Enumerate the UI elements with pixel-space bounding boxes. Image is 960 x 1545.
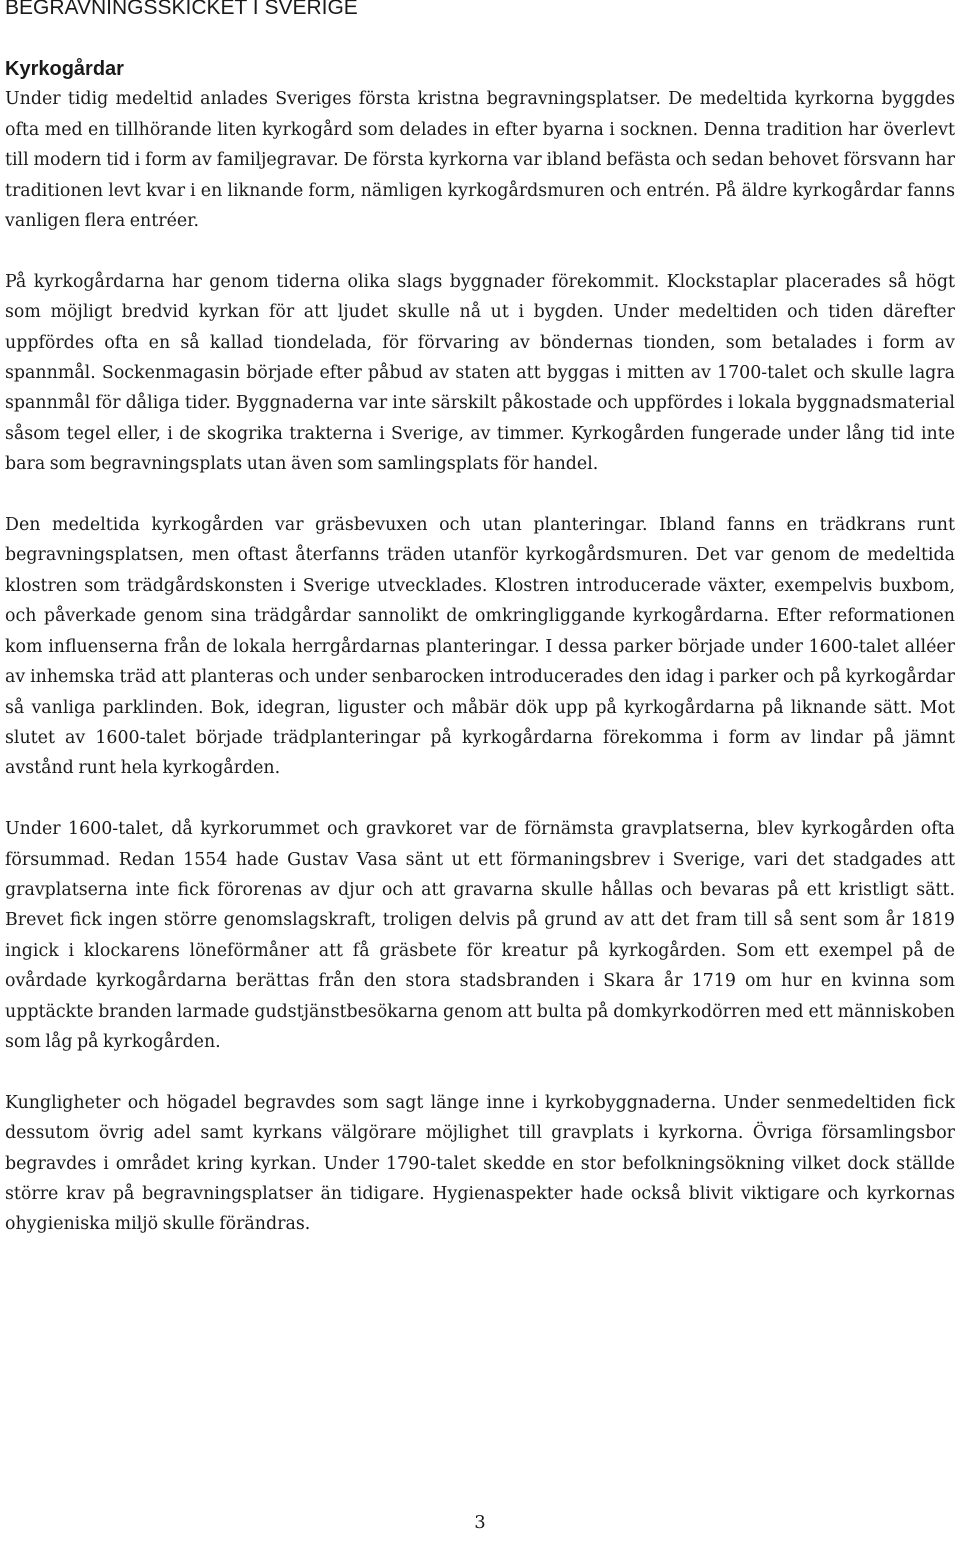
paragraph-5: Kungligheter och högadel begravdes som sagt länge inne i kyrkobyggnaderna. Under senmedeltiden fick dessutom övrig adel samt kyrkans välgörare möjlighet till gravplats i kyrkorna. Övriga församlingsbor begravdes i området kring kyrkan. Under 1790-talet skedde en stor befolkningsökning vilket dock ställde större krav på begravningsplatser än tidigare. Hygienaspekter hade också blivit viktigare och kyrkornas ohygieniska miljö skulle förändras. — [5, 1092, 955, 1235]
paragraph-4: Under 1600-talet, då kyrkorummet och gravkoret var de förnämsta gravplatserna, blev kyrkogården ofta försummad. Redan 1554 hade Gustav Vasa sänt ut ett förmaningsbrev i Sverige, vari det stadgades att gravplatserna inte fick förorenas av djur och att gravarna skulle hållas och bevaras på ett kristligt sätt. Brevet fick ingen större genomslagskraft, troligen delvis på grund av att det fram till så sent som år 1819 ingick i klockarens löneförmåner att få gräsbete för kreatur på kyrkogården. Som ett exempel på de ovårdade kyrkogårdarna berättas från den stora stadsbranden i Skara år 1719 om hur en kvinna som upptäckte branden larmade gudstjänstbesökarna genom att bulta på domkyrkodörren med ett människoben som låg på kyrkogården. — [5, 819, 955, 1052]
paragraph-2: På kyrkogårdarna har genom tiderna olika slags byggnader förekommit. Klockstaplar placerades så högt som möjligt bredvid kyrkan för att ljudet skulle nå ut i bygden. Under medeltiden och tiden därefter uppfördes ofta en så kallad tiondelada, för förvaring av böndernas tionden, som betalades i form av spannmål. Sockenmagasin började efter påbud av staten att byggas i mitten av 1700-talet och skulle lagra spannmål för dåliga tider. Byggnaderna var inte särskilt påkostade och uppfördes i lokala byggnadsmaterial såsom tegel eller, i de skogrika trakterna i Sverige, av timmer. Kyrkogården fungerade under lång tid inte bara som begravningsplats utan även som samlingsplats för handel. — [5, 271, 955, 475]
paragraph-1: Under tidig medeltid anlades Sveriges första kristna begravningsplatser. De medeltida kyrkorna byggdes ofta med en tillhörande liten kyrkogård som delades in efter byarna i socknen. Denna tradition har överlevt till modern tid i form av familjegravar. De första kyrkorna var ibland befästa och sedan behovet försvann har traditionen levt kvar i en liknande form, nämligen kyrkogårdsmuren och entrén. På äldre kyrkogårdar fanns vanligen flera entréer. — [5, 89, 955, 232]
document-body — [5, 54, 955, 1270]
page-number: 3 — [474, 1512, 486, 1533]
paragraph-3: Den medeltida kyrkogården var gräsbevuxen och utan planteringar. Ibland fanns en trädkrans runt begravningsplatsen, men oftast återfanns träden utanför kyrkogårdsmuren. Det var genom de medeltida klostren som trädgårdskonsten i Sverige utvecklades. Klostren introducerade växter, exempelvis buxbom, och påverkade genom sina trädgårdar sannolikt de omkringliggande kyrkogårdarna. Efter reformationen kom influenserna från de lokala herrgårdarnas planteringar. I dessa parker började under 1600-talet alléer av inhemska träd att planteras och under senbarocken introducerades den idag i parker och på kyrkogårdar så vanliga parklinden. Bok, idegran, liguster och måbär dök upp på kyrkogårdarna på liknande sätt. Mot slutet av 1600-talet började trädplanteringar på kyrkogårdarna förekomma i form av lindar på jämnt avstånd runt hela kyrkogården. — [5, 515, 955, 779]
running-header: BEGRAVNINGSSKICKET I SVERIGE — [5, 0, 358, 19]
section-title: Kyrkogårdar — [5, 58, 124, 80]
